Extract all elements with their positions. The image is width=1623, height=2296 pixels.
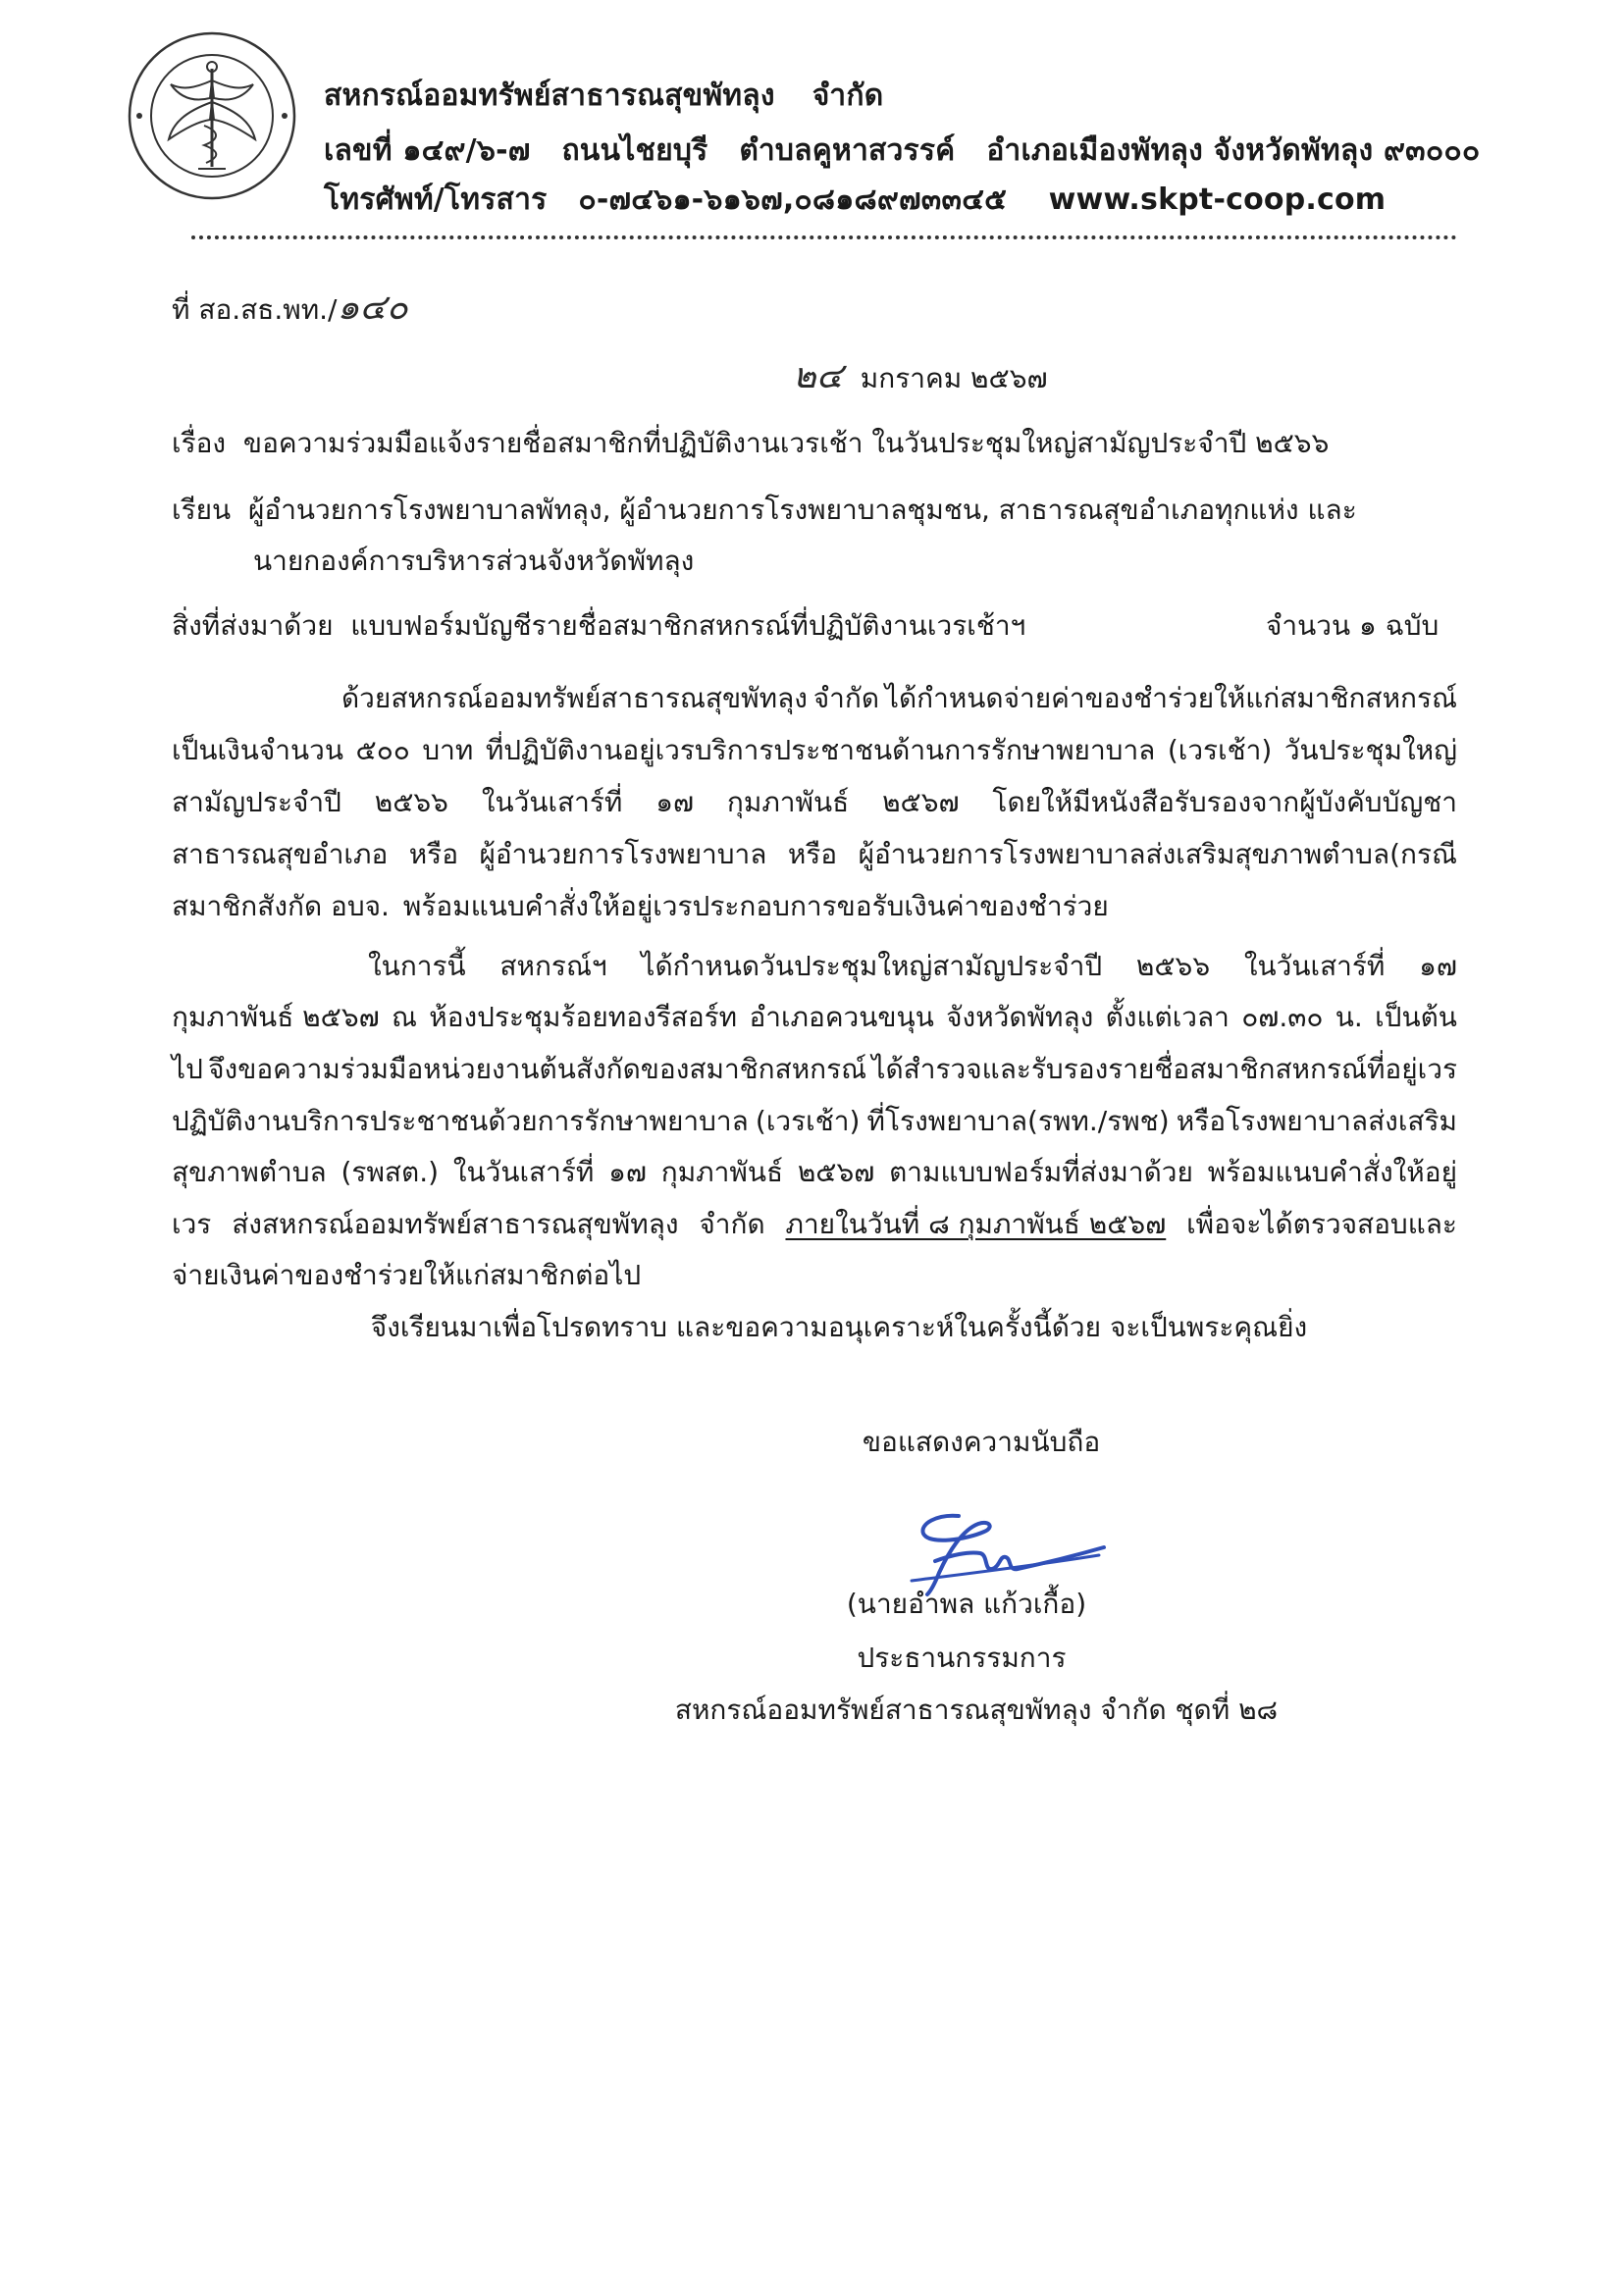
reference-prefix: ที่ สอ.สธ.พท./ — [172, 293, 338, 326]
paragraph-word: พร้อมแนบคำสั่งให้อยู่ — [1207, 1156, 1457, 1188]
paragraph-word: ผู้อำนวยการโรงพยาบาลส่งเสริมสุขภาพตำบล(กรณี — [858, 838, 1457, 870]
paragraph-word: ไป — [172, 1053, 203, 1085]
cooperative-seal-icon — [126, 29, 298, 202]
reference-number — [172, 287, 408, 328]
paragraph-line — [368, 945, 1457, 988]
paragraph-word: หรือโรงพยาบาลส่งเสริม — [1176, 1105, 1457, 1137]
paragraph-word: ตามแบบฟอร์มที่ส่งมาด้วย — [889, 1156, 1193, 1188]
letter-date — [793, 356, 1048, 396]
paragraph-word: ได้กำหนดวันประชุมใหญ่สามัญประจำปี — [641, 950, 1103, 982]
letterhead-contact-line — [324, 177, 1386, 223]
paragraph-word: กุมภาพันธ์ ๒๕๖๗ — [172, 1001, 380, 1033]
paragraph-word: ส่งสหกรณ์ออมทรัพย์สาธารณสุขพัทลุง — [232, 1208, 679, 1240]
paragraph-line — [172, 1100, 1457, 1143]
paragraph-word: เป็นเงินจำนวน — [172, 734, 343, 766]
paragraph-word: ในการนี้ — [368, 950, 466, 982]
paragraph-word: จำกัด — [699, 1208, 765, 1240]
closing-request: จึงเรียนมาเพื่อโปรดทราบ และขอความอนุเคราะห์ในครั้งนี้ด้วย จะเป็นพระคุณยิ่ง — [370, 1311, 1308, 1343]
subject-line — [172, 427, 1330, 459]
paragraph-word: ในวันเสาร์ที่ — [452, 1156, 595, 1188]
paragraph-word: น. — [1335, 1001, 1363, 1033]
paragraph-word: ๒๕๖๖ — [1135, 950, 1211, 982]
paragraph-word: ห้องประชุมร้อยทองรีสอร์ท — [429, 1001, 738, 1033]
website-link[interactable]: www.skpt-coop.com — [1048, 183, 1387, 217]
paragraph-word: ที่ปฏิบัติงานอยู่เวรบริการประชาชนด้านการรักษาพยาบาล — [485, 734, 1156, 766]
recipient-line-1: ผู้อำนวยการโรงพยาบาลพัทลุง, ผู้อำนวยการโรงพยาบาลชุมชน, สาธารณสุขอำเภอทุกแห่ง และ — [247, 494, 1357, 526]
paragraph-line — [172, 1048, 1457, 1091]
phone-numbers: ๐-๗๔๖๑-๖๑๖๗,๐๘๑๘๙๗๓๓๔๕ — [578, 183, 1008, 217]
address-subdistrict: ตำบลคูหาสวรรค์ — [739, 133, 956, 168]
paragraph-word: ปฏิบัติงานบริการประชาชนด้วยการรักษาพยาบาล — [172, 1105, 749, 1137]
paragraph-word: จึงขอความร่วมมือหน่วยงานต้นสังกัดของสมาชิกสหกรณ์ — [208, 1053, 867, 1085]
paragraph-word: หรือ — [787, 838, 838, 870]
paragraph-word: วันประชุมใหญ่ — [1283, 734, 1457, 766]
address-district: อำเภอเมืองพัทลุง จังหวัดพัทลุง ๙๓๐๐๐ — [986, 133, 1481, 168]
paragraph-word: ในวันเสาร์ที่ — [1243, 950, 1386, 982]
paragraph-word: สหกรณ์ฯ — [499, 950, 607, 982]
date-handwritten-day: ๒๔ — [793, 356, 843, 396]
paragraph-line — [172, 781, 1457, 824]
recipient-line — [172, 496, 1357, 524]
enclosure-line — [172, 609, 1026, 642]
paragraph-word: โดยให้มีหนังสือรับรองจากผู้บังคับบัญชา — [992, 786, 1457, 818]
paragraph-word: สามัญประจำปี — [172, 786, 341, 818]
signoff-salutation: ขอแสดงความนับถือ — [862, 1426, 1101, 1458]
paragraph-word: กุมภาพันธ์ — [660, 1156, 784, 1188]
phone-label: โทรศัพท์/โทรสาร — [324, 183, 548, 217]
paragraph-word: ผู้อำนวยการโรงพยาบาล — [479, 838, 767, 870]
paragraph-word: ได้สำรวจและรับรองรายชื่อสมาชิกสหกรณ์ที่อยู่เวร — [871, 1053, 1457, 1085]
paragraph-line — [172, 1203, 1457, 1246]
paragraph-word: จำกัด — [812, 682, 880, 714]
paragraph-line — [341, 677, 1457, 720]
paragraph-word: สาธารณสุขอำเภอ — [172, 838, 389, 870]
paragraph-line — [172, 1254, 1457, 1297]
paragraph-word: ๑๗ — [1419, 950, 1457, 982]
paragraph-word: ณ — [391, 1001, 417, 1033]
recipient-label: เรียน — [172, 494, 232, 526]
paragraph-word: ๐๗.๓๐ — [1241, 1001, 1324, 1033]
signer-organization: สหกรณ์ออมทรัพย์สาธารณสุขพัทลุง จำกัด ชุดที่ ๒๘ — [674, 1694, 1279, 1726]
paragraph-word: ๑๗ — [608, 1156, 647, 1188]
recipient-line-2: นายกองค์การบริหารส่วนจังหวัดพัทลุง — [253, 545, 695, 577]
address-road: ถนนไชยบุรี — [561, 133, 708, 168]
subject-text: ขอความร่วมมือแจ้งรายชื่อสมาชิกที่ปฏิบัติงานเวรเช้า ในวันประชุมใหญ่สามัญประจำปี ๒๕๖๖ — [242, 427, 1330, 459]
paragraph-line — [172, 885, 1457, 928]
org-name: สหกรณ์ออมทรัพย์สาธารณสุขพัทลุง — [324, 78, 775, 113]
paragraph-line — [172, 833, 1457, 876]
letterhead-address-line — [324, 128, 1480, 174]
body-paragraph-2 — [172, 945, 1457, 1298]
paragraph-word: ภายในวันที่ ๘ กุมภาพันธ์ ๒๕๖๗ — [785, 1208, 1167, 1240]
paragraph-word: สุขภาพตำบล — [172, 1156, 327, 1188]
enclosure-label: สิ่งที่ส่งมาด้วย — [172, 609, 334, 642]
paragraph-word: (เวรเช้า) — [1167, 734, 1273, 766]
paragraph-word: จังหวัดพัทลุง — [946, 1001, 1094, 1033]
paragraph-word: อำเภอควนขนุน — [749, 1001, 934, 1033]
enclosure-count: จำนวน ๑ ฉบับ — [1266, 609, 1440, 642]
enclosure-text: แบบฟอร์มบัญชีรายชื่อสมาชิกสหกรณ์ที่ปฏิบัติงานเวรเช้าฯ — [350, 609, 1026, 642]
paragraph-line — [172, 729, 1457, 772]
subject-label: เรื่อง — [172, 427, 227, 459]
paragraph-word: ด้วยสหกรณ์ออมทรัพย์สาธารณสุขพัทลุง — [341, 682, 808, 714]
paragraph-word: ที่โรงพยาบาล(รพท./รพช) — [866, 1105, 1170, 1137]
address-number: เลขที่ ๑๔๙/๖-๗ — [324, 133, 531, 168]
paragraph-word: ๒๕๖๗ — [797, 1156, 875, 1188]
paragraph-word: ตั้งแต่เวลา — [1105, 1001, 1230, 1033]
body-paragraph-1 — [172, 677, 1457, 932]
letterhead-org-line — [324, 73, 883, 119]
paragraph-line — [172, 996, 1457, 1039]
paragraph-word: (เวรเช้า) — [755, 1105, 861, 1137]
paragraph-word: จ่ายเงินค่าของชำร่วยให้แก่สมาชิกต่อไป — [172, 1259, 642, 1291]
paragraph-word: บาท — [422, 734, 474, 766]
paragraph-word: เพื่อจะได้ตรวจสอบและ — [1186, 1208, 1457, 1240]
paragraph-word: ๑๗ — [655, 786, 695, 818]
paragraph-word: ๒๕๖๗ — [882, 786, 960, 818]
date-month-year: มกราคม ๒๕๖๗ — [860, 362, 1048, 394]
signer-name: (นายอำพล แก้วเกื้อ) — [846, 1588, 1087, 1620]
org-suffix: จำกัด — [812, 78, 884, 113]
paragraph-word: ในวันเสาร์ที่ — [481, 786, 623, 818]
paragraph-line — [172, 1151, 1457, 1194]
paragraph-word: เป็นต้น — [1375, 1001, 1457, 1033]
letterhead-divider — [191, 235, 1457, 239]
paragraph-word: ๕๐๐ — [355, 734, 410, 766]
paragraph-word: ได้กำหนดจ่ายค่าของชำร่วยให้แก่สมาชิกสหกรณ์ — [884, 682, 1457, 714]
paragraph-word: หรือ — [408, 838, 459, 870]
paragraph-word: สมาชิกสังกัด อบจ. — [172, 890, 390, 922]
paragraph-word: กุมภาพันธ์ — [726, 786, 850, 818]
paragraph-word: เวร — [172, 1208, 212, 1240]
signer-position: ประธานกรรมการ — [857, 1642, 1067, 1674]
paragraph-word: พร้อมแนบคำสั่งให้อยู่เวรประกอบการขอรับเงินค่าของชำร่วย — [402, 890, 1109, 922]
paragraph-word: ๒๕๖๖ — [374, 786, 448, 818]
reference-handwritten-number: ๑๔๐ — [337, 287, 408, 328]
paragraph-word: (รพสต.) — [340, 1156, 440, 1188]
